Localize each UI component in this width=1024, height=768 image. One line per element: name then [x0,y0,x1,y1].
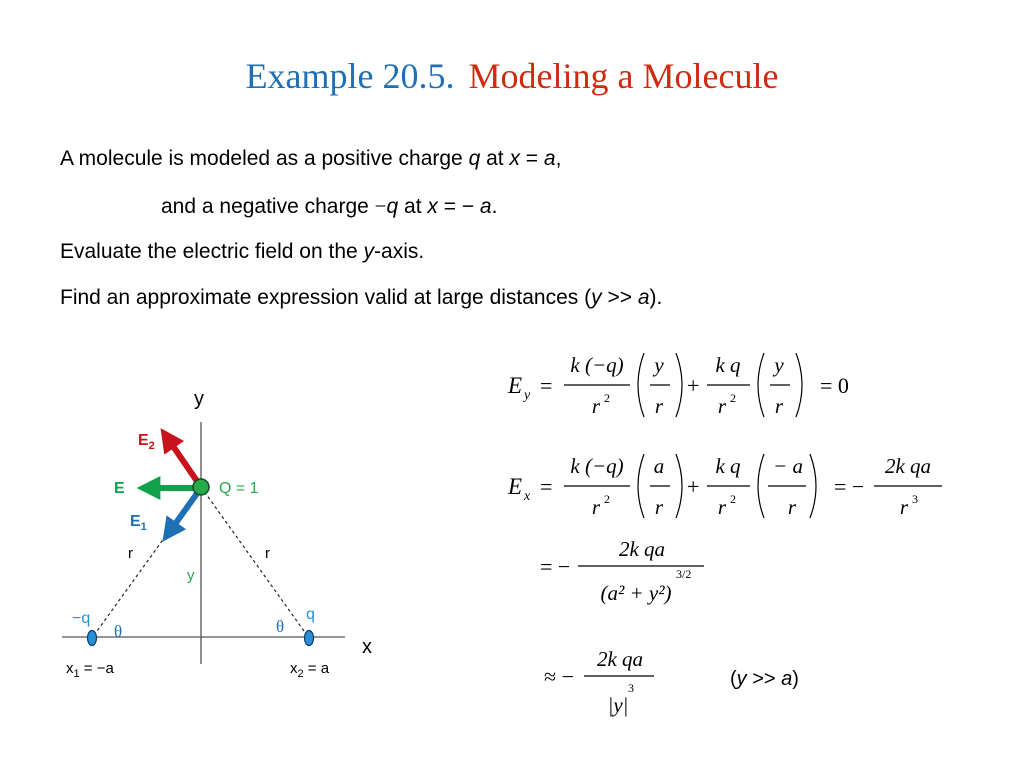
equation-ex [500,446,960,526]
ex-f2-denominator: r [654,495,664,519]
approx-denominator: |y| [607,693,629,717]
test-charge-point [193,479,209,495]
e1-arrow [168,492,198,534]
ex-f3-square: 2 [730,492,736,506]
x2-label: $x_2 = a$ [290,660,330,680]
ex-symbol: E [508,474,523,499]
r-line-right [201,487,309,638]
ex-f1-square: 2 [604,492,610,506]
y-axis-label: y [194,388,204,410]
ey-f4-denominator: r [774,394,784,418]
ex-rhs-numerator: 2k qa [884,454,932,478]
statement-line-1: A molecule is modeled as a positive charge q at x = a, [60,147,562,170]
ey-f3-square: 2 [730,391,736,405]
title-example-number: Example 20.5. [245,56,455,96]
ey-f4-numerator: y [774,353,784,377]
y-distance-label: y [187,567,195,584]
ex-rhs-denominator: r [899,495,909,519]
positive-charge [305,631,314,646]
ey-plus: + [687,373,700,398]
positive-charge-label: q [306,606,315,623]
ey-f3-denominator: r [717,394,727,418]
ey-equals: = [540,373,553,398]
approx-numerator: 2k qa [596,647,644,671]
ex-f3-denominator: r [717,495,727,519]
theta-right-label: θ [276,617,285,636]
ex-f1-numerator: k (−q) [570,454,624,478]
ey-f3-numerator: k q [715,353,741,377]
equation-approx [540,640,700,730]
ey-result: = 0 [820,373,849,398]
x1-label: $x_1 = -a$ [66,660,114,680]
large-distance-condition: (y >> a) [730,668,799,690]
ey-symbol: E [508,373,523,398]
title-subject: Modeling a Molecule [468,56,779,96]
ey-f1-numerator: k (−q) [570,353,624,377]
ey-f1-square: 2 [604,391,610,405]
ex2-numerator: 2k qa [618,537,666,561]
ex2-prefix: = − [540,554,571,579]
ey-subscript: y [524,388,531,403]
e-label: E [114,480,125,497]
e2-label: $E_2$ [138,432,155,453]
ex-plus: + [687,474,700,499]
negative-charge [88,631,97,646]
negative-charge-label: −q [72,610,91,627]
approx-prefix: ≈ − [544,664,574,689]
ex2-denominator: (a² + y²) [600,581,672,605]
e2-arrow [166,436,199,484]
equation-ey [500,345,880,425]
r-right-label: r [265,545,270,562]
statement-line-4: Find an approximate expression valid at large distances (y >> a). [60,286,663,309]
r-left-label: r [128,545,133,562]
approx-exponent: 3 [628,681,634,695]
ex-f3-numerator: k q [715,454,741,478]
ex-rhs-exponent: 3 [912,492,918,506]
statement-line-2: and a negative charge −q at x = − a. [161,194,498,218]
ex-f4-numerator: − a [773,454,803,478]
ex-f4-denominator: r [787,495,797,519]
ex-f2-numerator: a [653,454,665,478]
ex-equals: = [540,474,553,499]
e1-label: $E_1$ [130,513,147,534]
x-axis-label: x [362,636,372,658]
ex-rhs-prefix: = − [834,474,865,499]
statement-line-3: Evaluate the electric field on the y-axis. [60,240,425,263]
q-equals-label: Q = 1 [219,480,259,497]
ey-f2-numerator: y [654,353,664,377]
ex-f1-denominator: r [591,495,601,519]
theta-left-label: θ [114,622,123,641]
equation-ex-expanded [536,530,736,620]
ex2-exponent: 3/2 [676,567,692,581]
ey-f2-denominator: r [654,394,664,418]
ex-subscript: x [524,489,531,504]
ey-f1-denominator: r [591,394,601,418]
